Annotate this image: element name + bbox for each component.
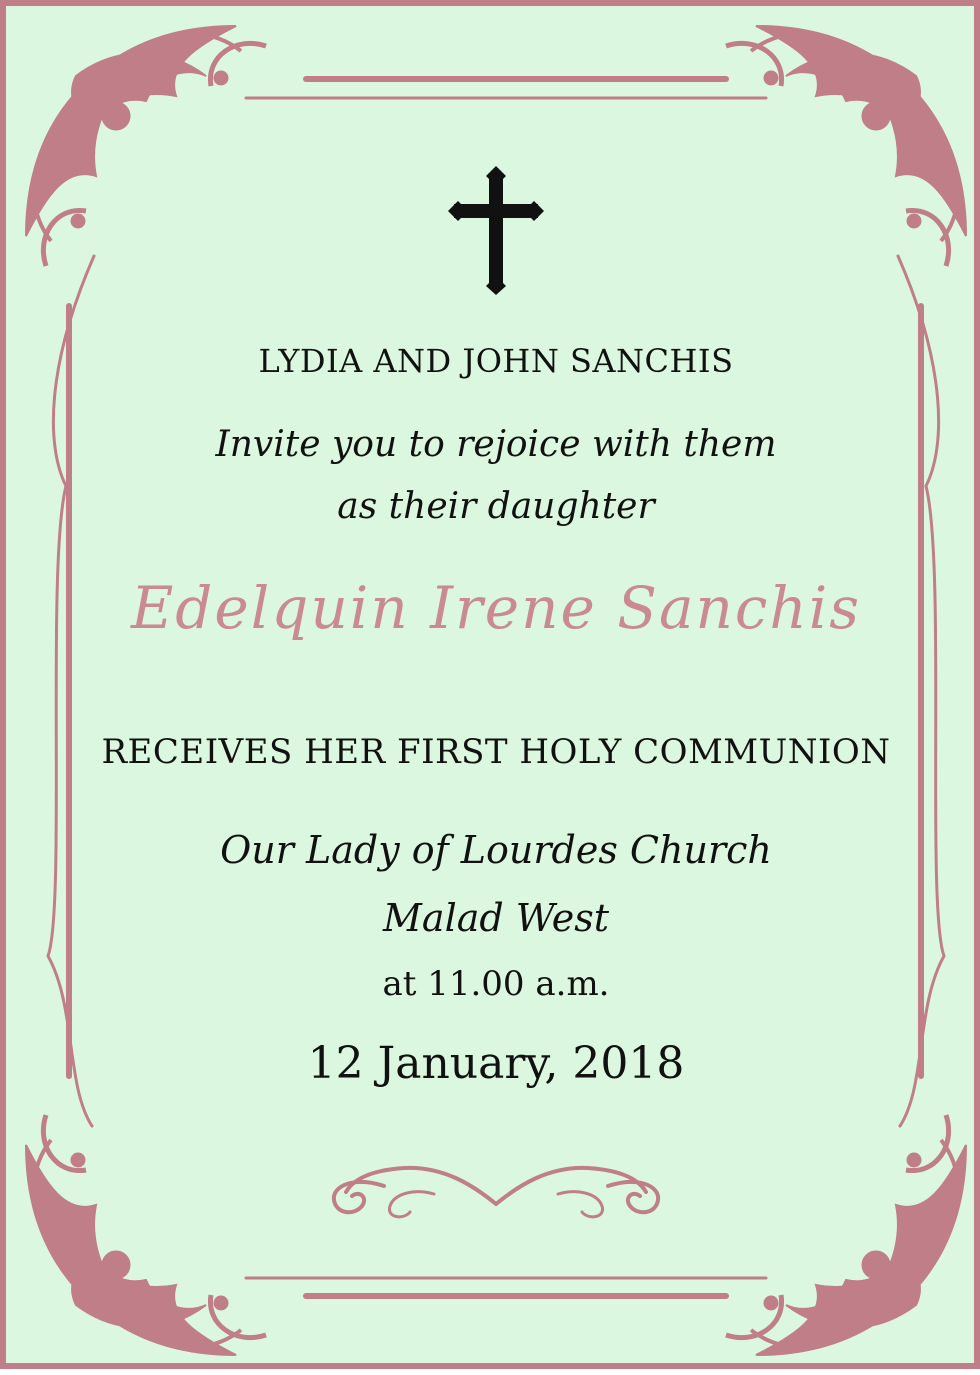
event-date: 12 January, 2018 <box>307 1038 685 1089</box>
cross-icon <box>446 164 546 296</box>
church-name: Our Lady of Lourdes Church <box>220 828 772 872</box>
flourish-divider-icon <box>324 1156 668 1226</box>
child-name: Edelquin Irene Sanchis <box>130 574 862 642</box>
event-title: RECEIVES HER FIRST HOLY COMMUNION <box>101 732 891 772</box>
parents-names: LYDIA AND JOHN SANCHIS <box>258 342 734 380</box>
invitation-line-2: as their daughter <box>337 486 655 527</box>
invitation-line-1: Invite you to rejoice with them <box>215 424 777 465</box>
event-time: at 11.00 a.m. <box>382 964 610 1004</box>
church-location: Malad West <box>383 896 609 940</box>
